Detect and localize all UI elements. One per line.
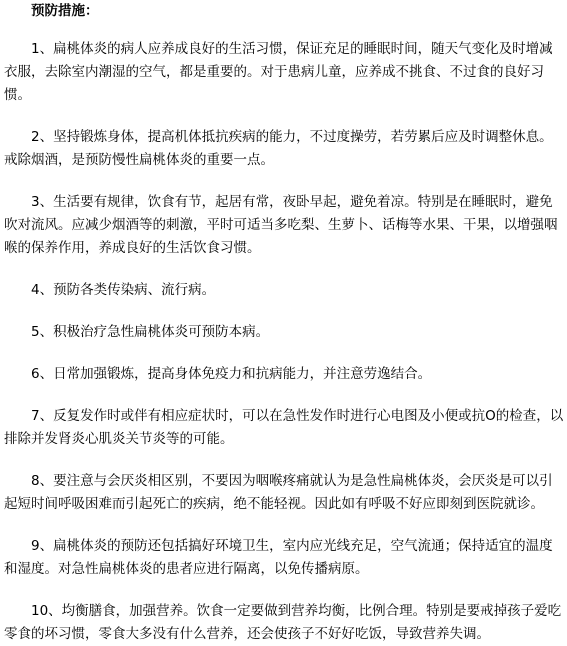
spacer <box>4 172 565 191</box>
article-page <box>0 1 567 642</box>
spacer <box>4 344 565 363</box>
paragraph-3: 3、生活要有规律，饮食有节，起居有常，夜卧早起，避免着凉。特别是在睡眠时，避免吹对流风。应减少烟酒等的刺激，平时可适当多吃梨、生萝卜、话梅等水果、干果，以增强咽喉的保养作用，养成良好的生活饮食习惯。 <box>4 194 558 256</box>
paragraph-4: 4、预防各类传染病、流行病。 <box>31 282 216 298</box>
section-title: 预防措施： <box>31 3 99 19</box>
paragraph-6: 6、日常加强锻炼，提高身体免疫力和抗病能力，并注意劳逸结合。 <box>31 366 432 382</box>
paragraph-10: 10、均衡膳食，加强营养。饮食一定要做到营养均衡，比例合理。特别是要戒掉孩子爱吃零食的坏习惯，零食大多没有什么营养，还会使孩子不好好吃饭，导致营养失调。 <box>4 603 562 642</box>
paragraph-2: 2、坚持锻炼身体，提高机体抵抗疾病的能力，不过度操劳，若劳累后应及时调整休息。戒除烟酒，是预防慢性扁桃体炎的重要一点。 <box>4 129 553 168</box>
paragraph-9: 9、扁桃体炎的预防还包括搞好环境卫生，室内应光线充足，空气流通；保持适宜的温度和湿度。对急性扁桃体炎的患者应进行隔离，以免传播病原。 <box>4 538 553 577</box>
spacer <box>4 107 565 126</box>
spacer <box>4 302 565 321</box>
paragraph-1: 1、扁桃体炎的病人应养成良好的生活习惯，保证充足的睡眠时间，随天气变化及时增减衣服，去除室内潮湿的空气，都是重要的。对于患病儿童，应养成不挑食、不过食的良好习惯。 <box>4 41 553 103</box>
spacer <box>4 260 565 279</box>
paragraph-5: 5、积极治疗急性扁桃体炎可预防本病。 <box>31 324 270 340</box>
spacer <box>4 386 565 405</box>
spacer <box>4 516 565 535</box>
spacer <box>4 451 565 470</box>
paragraph-7: 7、反复发作时或伴有相应症状时，可以在急性发作时进行心电图及小便或抗O的检查，以排除并发肾炎心肌炎关节炎等的可能。 <box>4 408 564 447</box>
paragraph-8: 8、要注意与会厌炎相区别，不要因为咽喉疼痛就认为是急性扁桃体炎，会厌炎是可以引起短时间呼吸困难而引起死亡的疾病，绝不能轻视。因此如有呼吸不好应即刻到医院就诊。 <box>4 473 553 512</box>
spacer <box>4 581 565 600</box>
spacer <box>4 21 565 38</box>
